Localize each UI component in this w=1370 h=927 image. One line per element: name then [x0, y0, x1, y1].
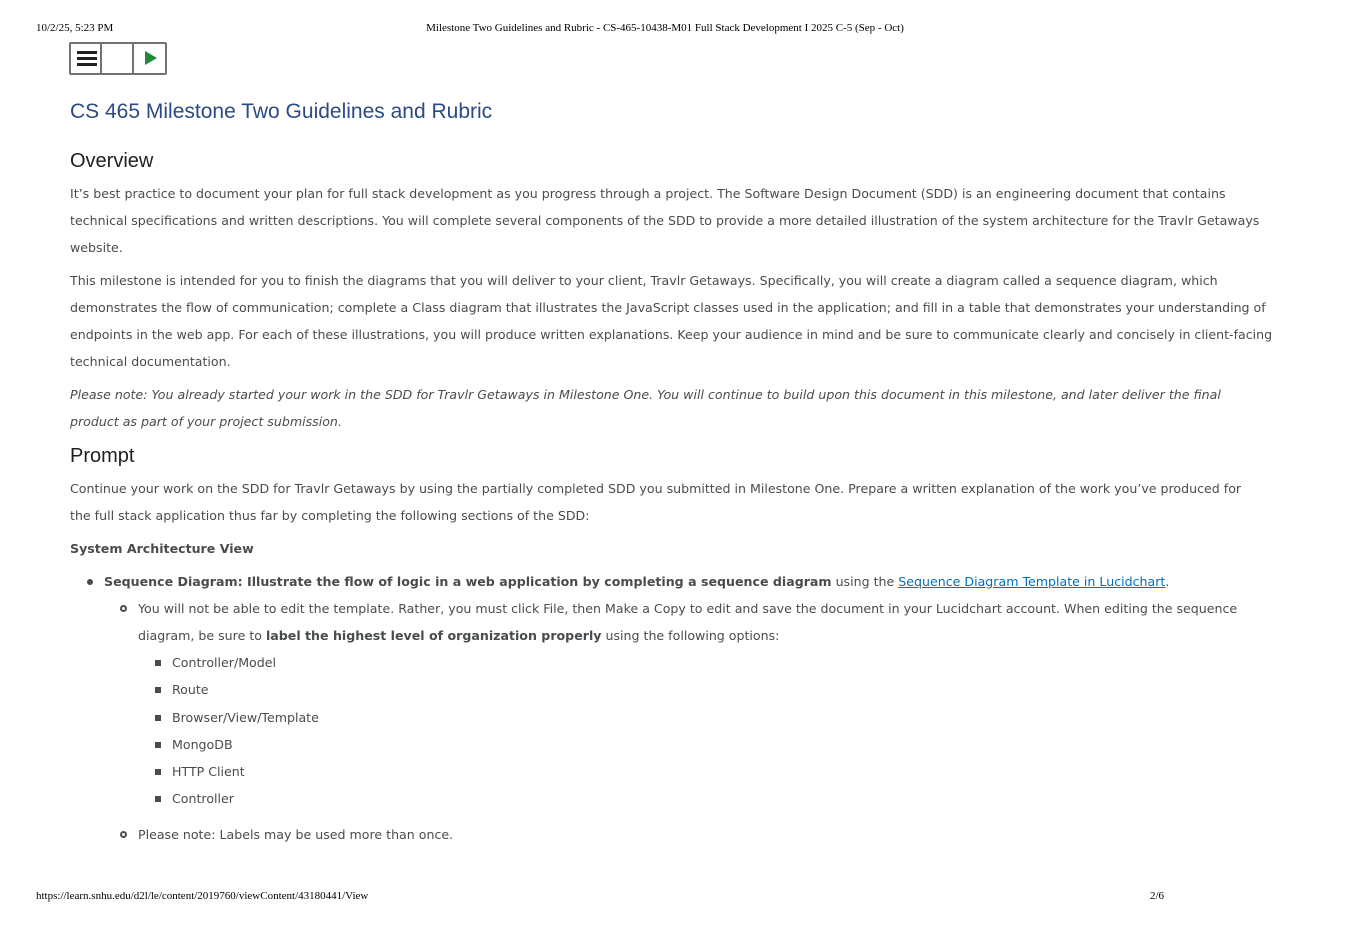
list-item	[70, 568, 1370, 848]
requirements-list	[70, 568, 1370, 848]
prompt-paragraph	[70, 475, 1370, 529]
play-icon	[145, 51, 157, 65]
text-line: This milestone is intended for you to finish the diagrams that you will deliver to your client, Travlr Getaways. Specifically, you will create a diagram called a sequence diagram, which	[70, 273, 1218, 288]
text-line: website.	[70, 240, 123, 255]
play-button[interactable]	[134, 44, 165, 73]
menu-button[interactable]	[71, 44, 102, 73]
overview-paragraph-2	[70, 267, 1370, 375]
page-title: CS 465 Milestone Two Guidelines and Rubric	[70, 100, 493, 123]
overview-note	[70, 381, 1370, 435]
text-line: It’s best practice to document your plan for full stack development as you progress through a project. The Software Design Document (SDD) is an engineering document that contains	[70, 186, 1226, 201]
prompt-heading: Prompt	[70, 445, 135, 467]
text-line: the full stack application thus far by completing the following sections of the SDD:	[70, 508, 590, 523]
text-line: Please note: You already started your work in the SDD for Travlr Getaways in Milestone One. You will continue to build upon this document in this milestone, and later deliver the final	[70, 387, 1221, 402]
label-options-list	[138, 649, 1370, 813]
text-line: product as part of your project submission.	[70, 414, 342, 429]
text-span: diagram, be sure to	[138, 628, 266, 643]
text-line	[138, 622, 1370, 649]
print-header	[0, 22, 1200, 38]
text-line: technical documentation.	[70, 354, 231, 369]
item-text: using the	[831, 574, 899, 589]
print-url: https://learn.snhu.edu/d2l/le/content/2019760/viewContent/43180441/View	[36, 890, 369, 902]
text-line: You will not be able to edit the template. Rather, you must click File, then Make a Copy to edit and save the document in your Lucidchart account. When editing the sequence	[138, 601, 1238, 616]
print-datetime: 10/2/25, 5:23 PM	[36, 22, 114, 34]
item-bold-text: Sequence Diagram: Illustrate the flow of logic in a web application by completing a sequence diagram	[104, 574, 832, 589]
page-number: 2/6	[1149, 890, 1164, 902]
print-page-title: Milestone Two Guidelines and Rubric - CS-465-10438-M01 Full Stack Development I 2025 C-5 (Sep - Oct)	[426, 22, 904, 34]
sub-list	[104, 595, 1370, 848]
content-toolbar	[69, 42, 167, 75]
text-span: using the following options:	[601, 628, 780, 643]
list-item: Browser/View/Template	[138, 704, 1370, 731]
text-line: endpoints in the web app. For each of these illustrations, you will produce written explanations. Keep your audience in mind and be sure to communicate clearly and concisely in client-facing	[70, 327, 1273, 342]
print-footer	[0, 890, 1200, 906]
overview-heading: Overview	[70, 150, 154, 172]
text-line: Continue your work on the SDD for Travlr Getaways by using the partially completed SDD you submitted in Milestone One. Prepare a written explanation of the work you’ve produced for	[70, 481, 1242, 496]
item-end: .	[1165, 574, 1170, 589]
hamburger-menu-icon	[77, 51, 97, 66]
system-architecture-subheading: System Architecture View	[70, 541, 254, 556]
sequence-diagram-template-link[interactable]: Sequence Diagram Template in Lucidchart	[898, 574, 1166, 589]
text-span-bold: label the highest level of organization properly	[265, 628, 602, 643]
list-item	[104, 595, 1370, 813]
blank-button[interactable]	[102, 44, 133, 73]
text-line: technical specifications and written descriptions. You will complete several components of the SDD to provide a more detailed illustration of the system architecture for the Travlr Getaways	[70, 213, 1260, 228]
overview-paragraph-1	[70, 180, 1370, 261]
text-line: demonstrates the flow of communication; complete a Class diagram that illustrates the JavaScript classes used in the application; and fill in a table that demonstrates your understanding of	[70, 300, 1266, 315]
document-content	[70, 96, 1273, 886]
list-item: Controller	[138, 785, 1370, 812]
list-item: HTTP Client	[138, 758, 1370, 785]
list-item: Controller/Model	[138, 649, 1370, 676]
list-item: Route	[138, 676, 1370, 703]
list-item: MongoDB	[138, 731, 1370, 758]
list-item: Please note: Labels may be used more than once.	[104, 821, 1370, 848]
